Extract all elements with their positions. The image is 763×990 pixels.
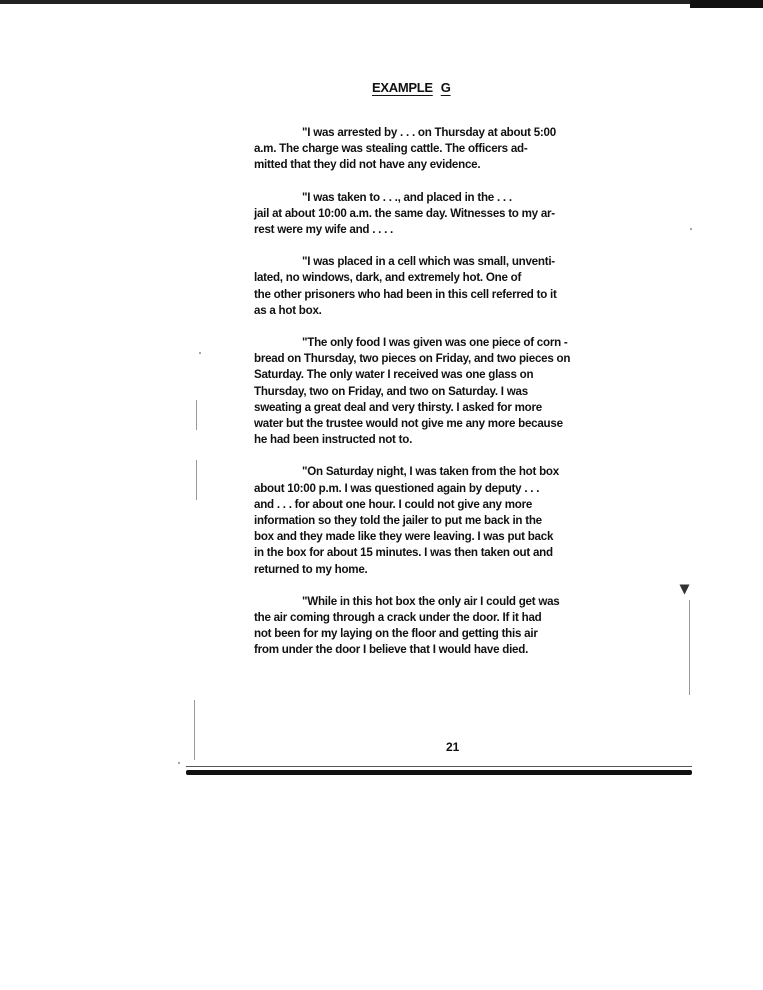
- text-line: lated, no windows, dark, and extremely hot. One of: [254, 271, 522, 285]
- text-line: Saturday. The only water I received was one glass on: [254, 368, 534, 382]
- top-page-edge: [0, 0, 763, 4]
- text-line: Thursday, two on Friday, and two on Saturday. I was: [254, 384, 528, 398]
- page-number: 21: [446, 740, 460, 754]
- text-line: mitted that they did not have any evidence.: [254, 158, 481, 172]
- text-line: box and they made like they were leaving. I was put back: [254, 530, 554, 544]
- text-line: as a hot box.: [254, 303, 322, 317]
- text-line: sweating a great deal and very thirsty. I asked for more: [254, 400, 542, 414]
- text-line: "The only food I was given was one piece of corn -: [302, 336, 568, 350]
- paragraph: [254, 335, 626, 448]
- text-line: returned to my home.: [254, 562, 368, 576]
- text-line: "On Saturday night, I was taken from the hot box: [302, 465, 559, 479]
- scan-artifact-line: [689, 600, 690, 695]
- text-line: "I was arrested by . . . on Thursday at about 5:00: [302, 126, 556, 139]
- text-line: in the box for about 15 minutes. I was then taken out and: [254, 546, 553, 560]
- paragraph: [254, 125, 626, 174]
- paragraph: [254, 254, 626, 319]
- top-page-edge-shadow: [690, 0, 763, 8]
- bottom-page-edge: [186, 770, 692, 775]
- text-line: information so they told the jailer to put me back in the: [254, 514, 542, 528]
- text-line: "While in this hot box the only air I could get was: [302, 594, 560, 608]
- text-line: rest were my wife and . . . .: [254, 223, 394, 237]
- text-line: a.m. The charge was stealing cattle. The officers ad-: [254, 142, 528, 156]
- scan-artifact-dot: [199, 352, 201, 354]
- paragraph: [254, 190, 626, 239]
- document-body: [254, 125, 626, 675]
- page-title-letter: G: [440, 80, 451, 95]
- text-line: water but the trustee would not give me any more because: [254, 417, 563, 431]
- paragraph: [254, 594, 626, 659]
- text-line: jail at about 10:00 a.m. the same day. Witnesses to my ar-: [254, 206, 555, 220]
- paragraph: [254, 464, 626, 577]
- text-line: "I was placed in a cell which was small, unventi-: [302, 255, 555, 269]
- text-line: bread on Thursday, two pieces on Friday, and two pieces on: [254, 352, 571, 366]
- text-line: not been for my laying on the floor and getting this air: [254, 627, 538, 641]
- bottom-page-edge-line: [186, 766, 692, 767]
- scan-artifact-dot: [690, 228, 692, 230]
- scan-artifact-line: [196, 460, 197, 500]
- clip-mark-icon: ▾: [680, 578, 690, 598]
- text-line: the other prisoners who had been in this cell referred to it: [254, 287, 557, 301]
- text-line: and . . . for about one hour. I could not give any more: [254, 497, 533, 511]
- text-line: "I was taken to . . ., and placed in the . . .: [302, 190, 512, 204]
- text-line: from under the door I believe that I would have died.: [254, 643, 529, 657]
- scan-artifact-line: [194, 700, 195, 760]
- text-line: about 10:00 p.m. I was questioned again by deputy . . .: [254, 481, 540, 495]
- page-title: [372, 80, 451, 95]
- page-title-word: EXAMPLE: [372, 80, 433, 95]
- scan-artifact-dot: [178, 762, 180, 764]
- text-line: the air coming through a crack under the door. If it had: [254, 611, 542, 625]
- text-line: he had been instructed not to.: [254, 433, 413, 447]
- scan-artifact-line: [196, 400, 197, 430]
